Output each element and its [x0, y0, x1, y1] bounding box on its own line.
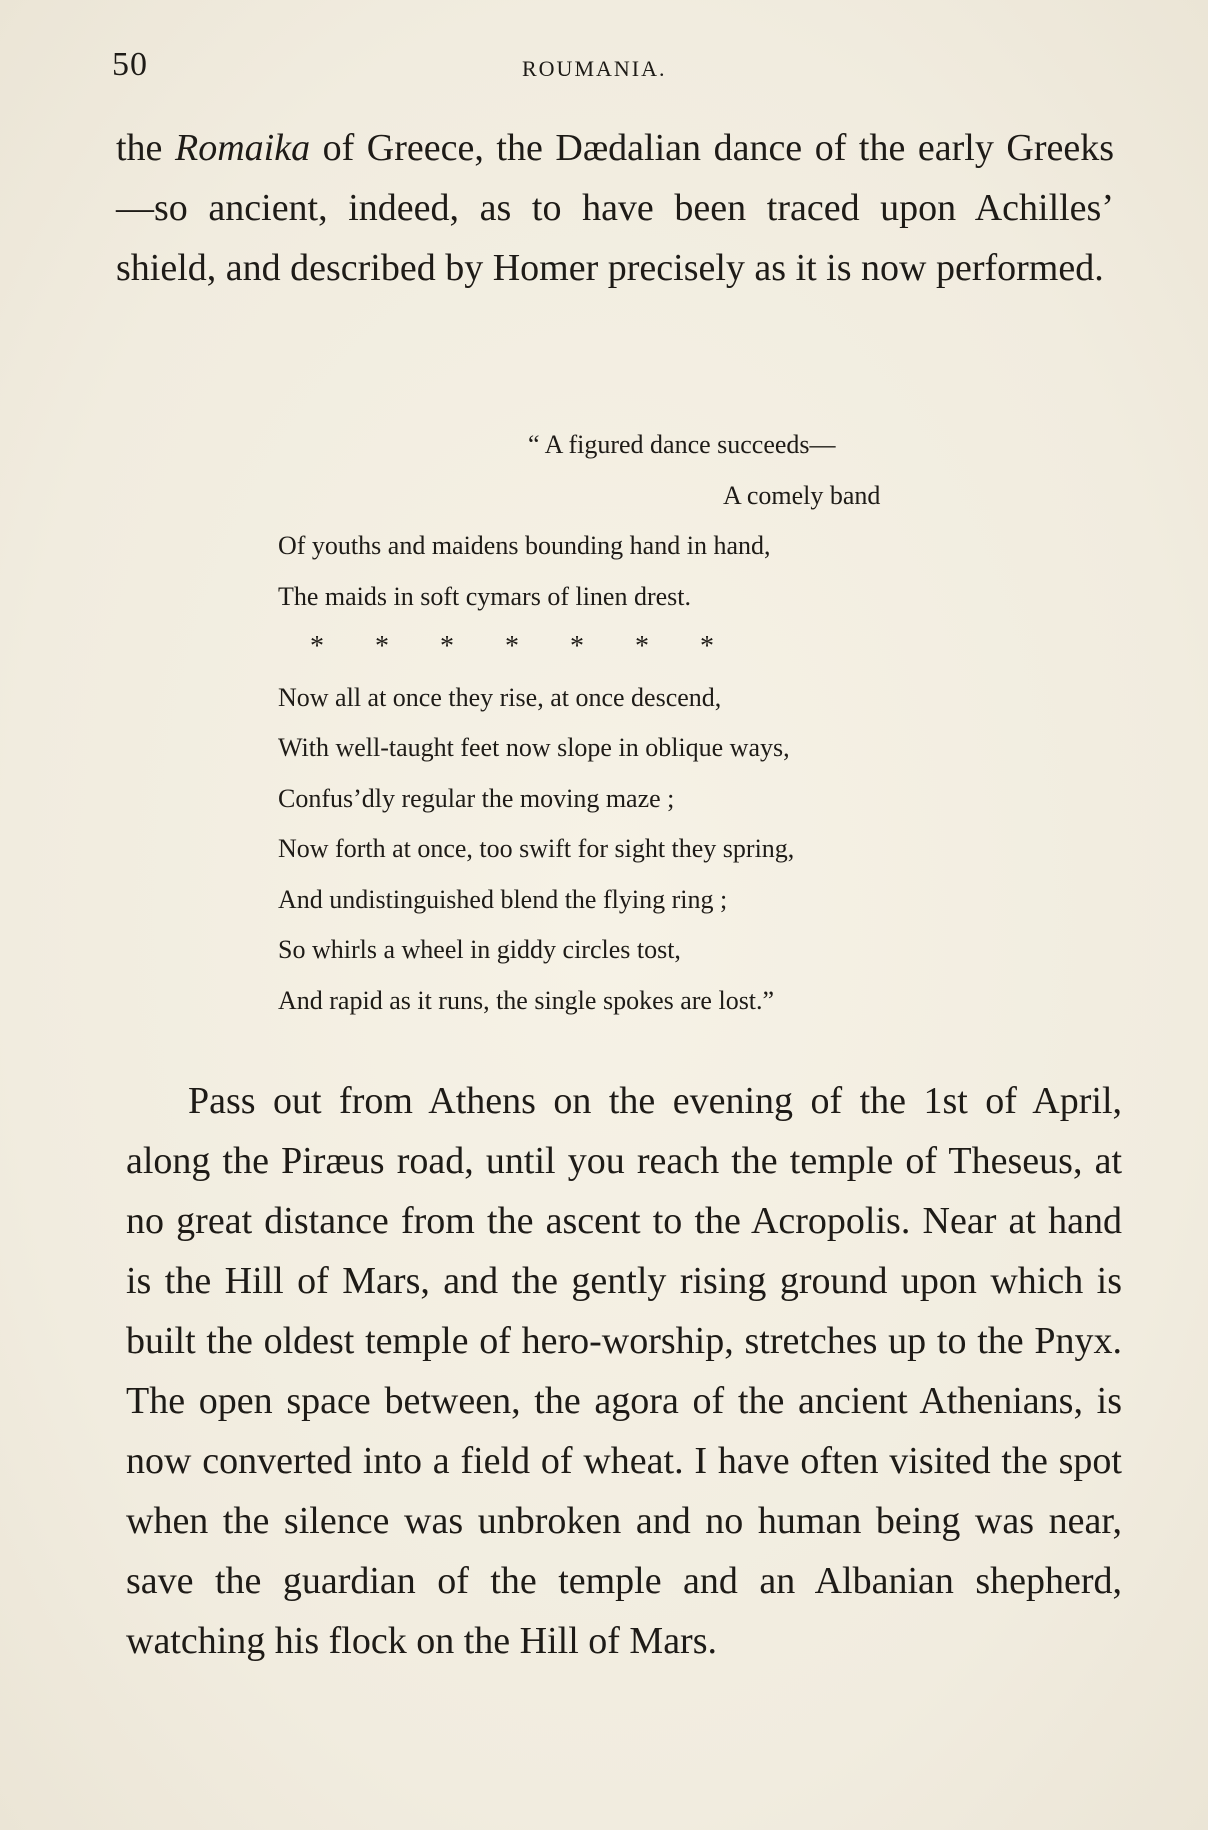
opening-text-start: the [116, 127, 175, 169]
verse-line: And rapid as it runs, the single spokes are lost.” [278, 985, 775, 1015]
verse-line: Confus’dly regular the moving maze ; [278, 783, 675, 813]
verse-line: A comely band [723, 480, 881, 510]
verse-line: Now all at once they rise, at once descend, [278, 682, 722, 712]
opening-text-rest: of Greece, the Dædalian dance of the early Greeks—so ancient, indeed, as to have been traced upon Achilles’ shield, and described by Homer precisely as it is now performed. [116, 127, 1114, 289]
page-header [112, 46, 1112, 86]
body-paragraph: Pass out from Athens on the evening of the 1st of April, along the Piræus road, until you reach the temple of Theseus, at no great distance from the ascent to the Acropolis. Near at hand is the Hill of Mars, and the gently rising ground upon which is built the oldest temple of hero-worship, stretches up to the Pnyx. The open space between, the agora of the ancient Athenians, is now converted into a field of wheat. I have often visited the spot when the silence was unbroken and no human being was near, save the guardian of the temple and an Albanian shepherd, watching his flock on the Hill of Mars. [126, 1080, 1122, 1662]
verse-line: The maids in soft cymars of linen drest. [278, 581, 692, 611]
running-head: ROUMANIA. [522, 56, 667, 81]
verse-line: Of youths and maidens bounding hand in hand, [278, 531, 771, 560]
verse-line: So whirls a wheel in giddy circles tost, [278, 935, 681, 964]
ellipsis-asterisks: * * * * * * * [310, 631, 714, 662]
verse-line: And undistinguished blend the flying ring ; [278, 884, 728, 914]
italic-term: Romaika [174, 127, 311, 169]
verse-quotation [278, 420, 998, 1026]
verse-line: Now forth at once, too swift for sight they spring, [278, 834, 795, 863]
verse-line: With well-taught feet now slope in oblique ways, [278, 733, 790, 762]
opening-paragraph [116, 118, 1114, 298]
page-number: 50 [112, 46, 148, 83]
verse-line: “ A figured dance succeeds— [528, 430, 836, 459]
